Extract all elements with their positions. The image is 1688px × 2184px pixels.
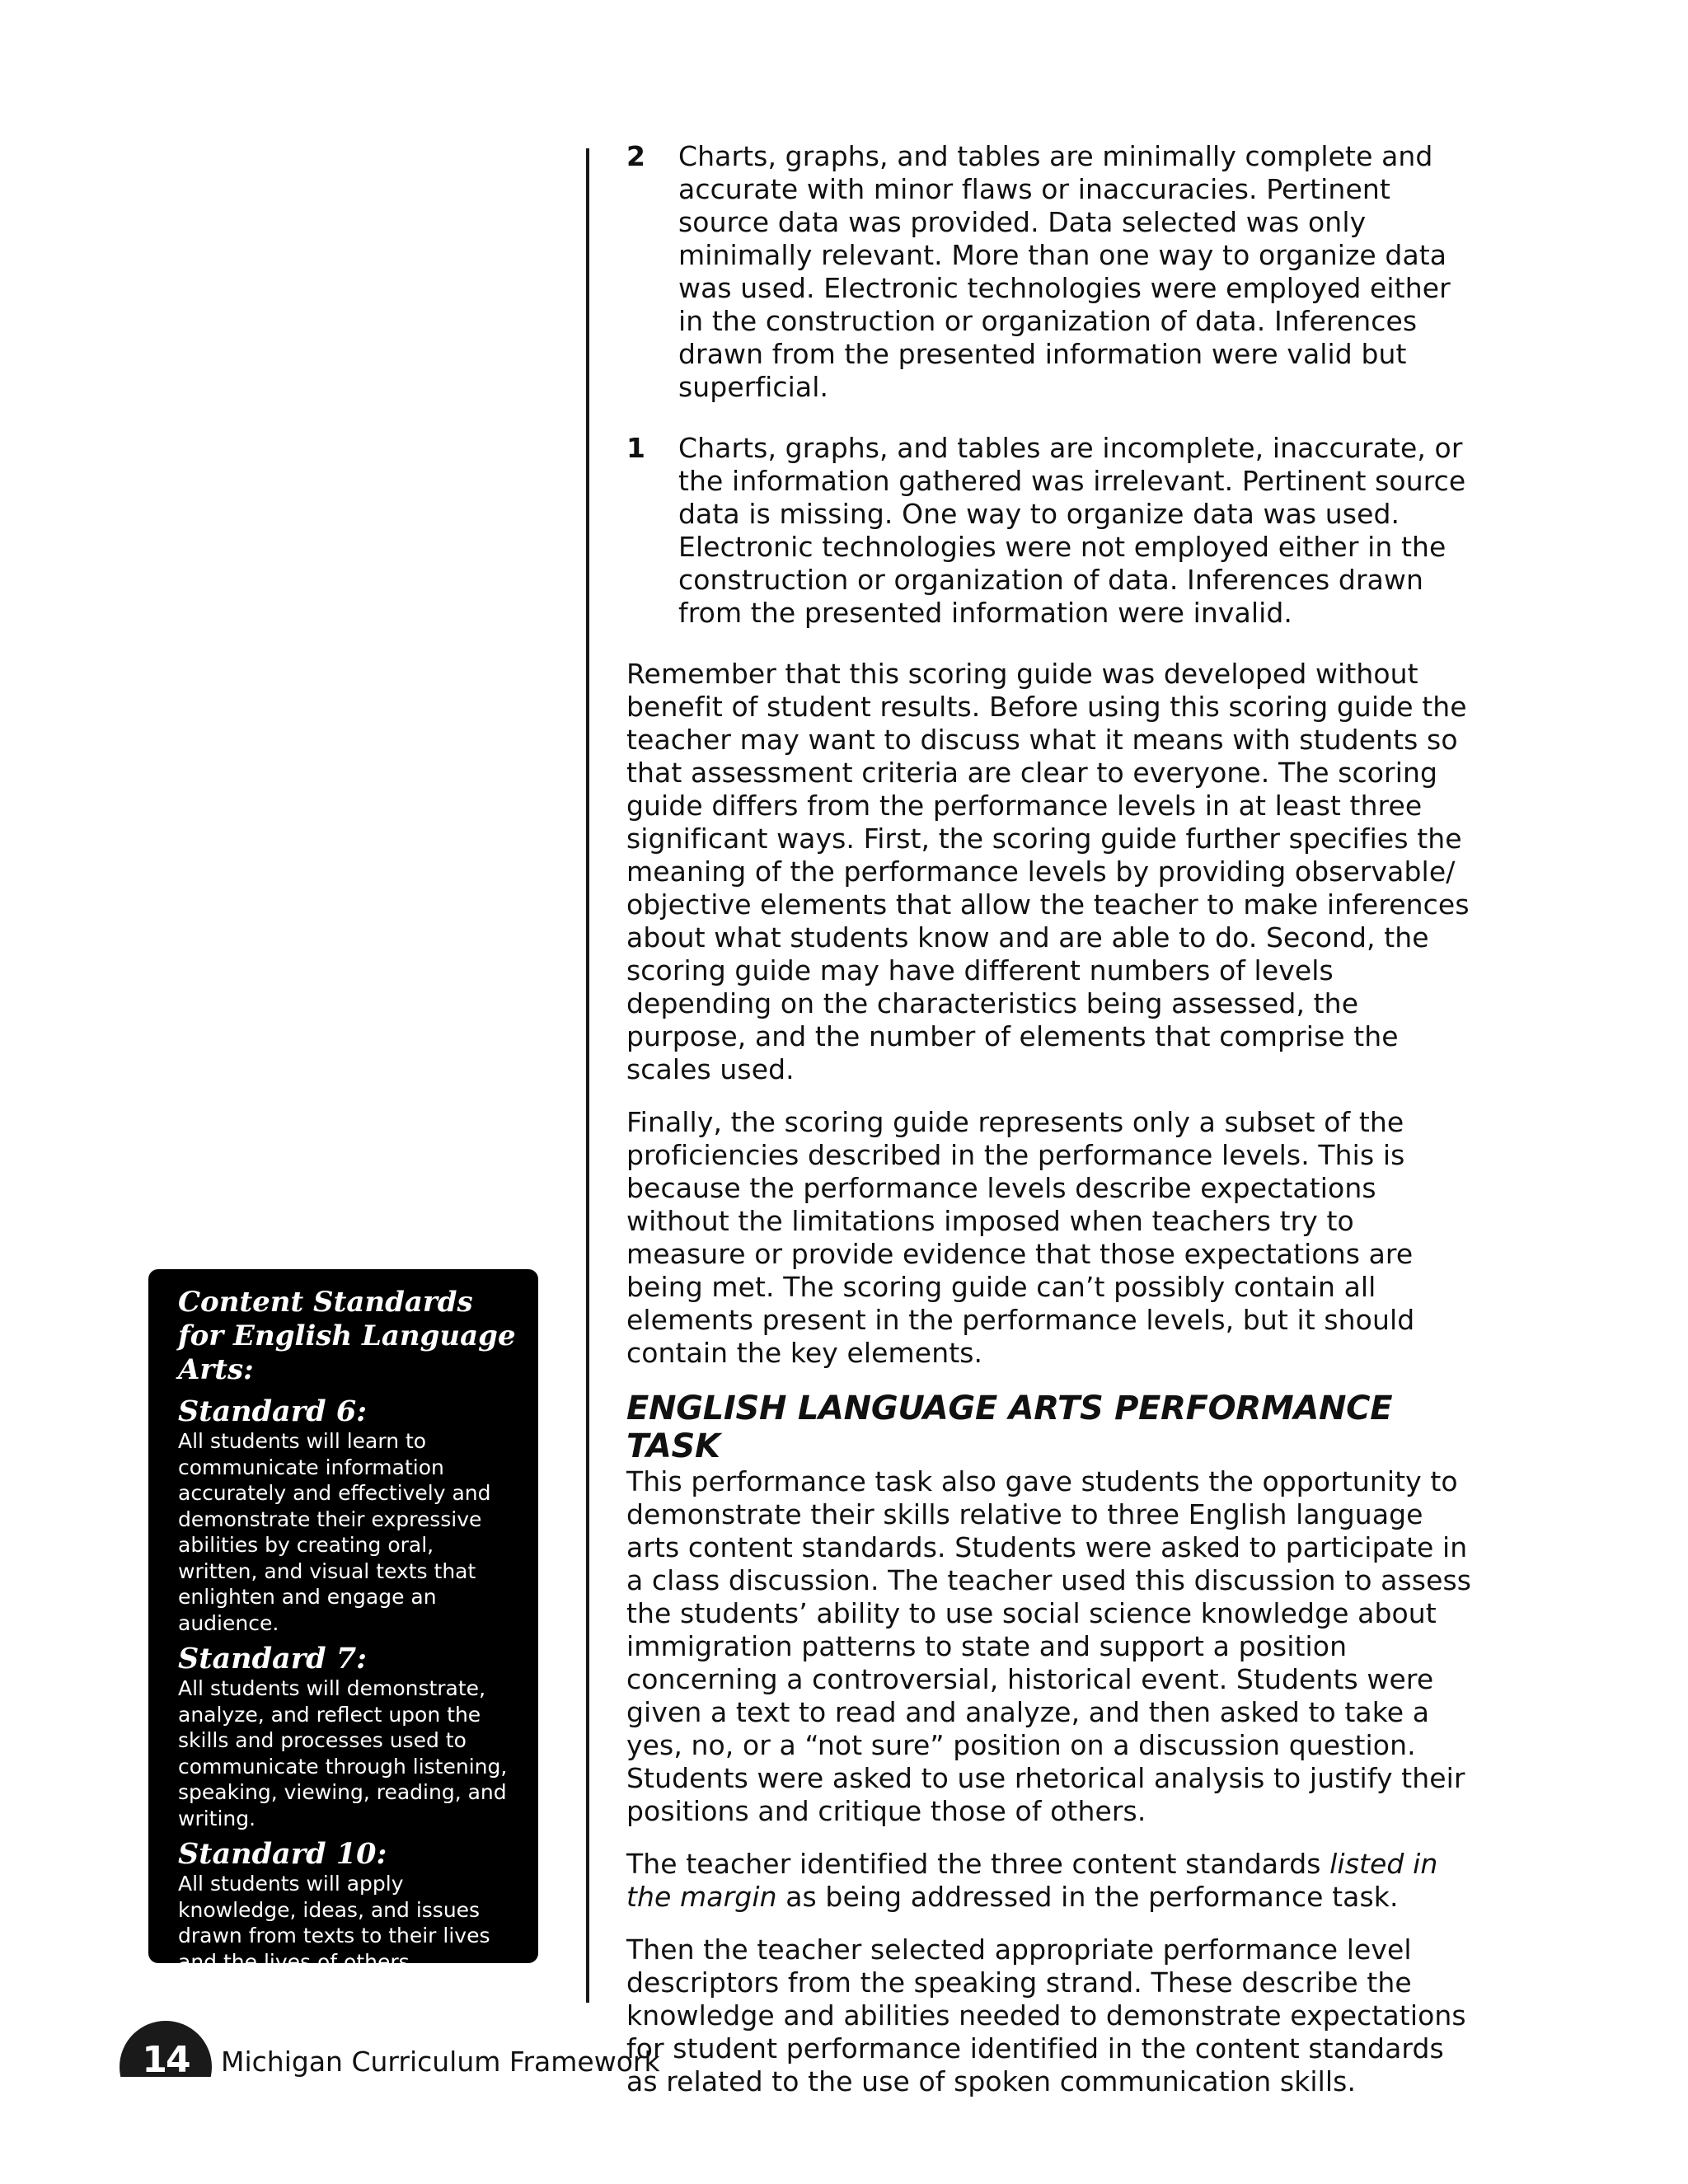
content-standards-sidebar xyxy=(148,1269,538,1974)
scoring-level xyxy=(626,140,1475,404)
level-description: Charts, graphs, and tables are incomplete, inaccurate, or the information gathered was irrelevant. Pertinent source data is missing. One way to organize data was used. Electronic technologies were not employed either in the construction or organization of data. Inferences drawn from the presented information were invalid. xyxy=(678,432,1466,629)
identified-paragraph xyxy=(626,1848,1475,1914)
standard-heading: Standard 6: xyxy=(178,1394,368,1428)
level-number: 1 xyxy=(626,432,646,464)
standard-text: All students will demonstrate, analyze, and reflect upon the skills and processes used to communicate through listening, speaking, viewing, reading, and writing. xyxy=(178,1676,508,1830)
remember-paragraph: Remember that this scoring guide was developed without benefit of student results. Before using this scoring guide the teacher may want to discuss what it means with students so that assessment criteria are clear to everyone. The scoring guide differs from the performance levels in at least three significant ways. First, the scoring guide further specifies the meaning of the performance levels by providing observable/ objective elements that allow the teacher to make inferences about what students know and are able to do. Second, the scoring guide may have different numbers of levels depending on the characteristics being assessed, the purpose, and the number of elements that comprise the scales used. xyxy=(626,658,1470,1085)
level-description: Charts, graphs, and tables are minimally complete and accurate with minor flaws or inaccuracies. Pertinent source data was provided. Data selected was only minimally relevant. More than one way to organize data was used. Electronic technologies were employed either in the construction or organization of data. Inferences drawn from the presented information were valid but superficial. xyxy=(678,140,1451,403)
selected-paragraph: Then the teacher selected appropriate performance level descriptors from the speaking strand. These describe the knowledge and abilities needed to demonstrate expectations for student performance identified in the content standards as related to the use of spoken communication skills. xyxy=(626,1933,1466,2097)
scoring-level xyxy=(626,432,1475,630)
identified-text-end: as being addressed in the performance task. xyxy=(776,1881,1399,1913)
task-intro-paragraph: This performance task also gave students the opportunity to demonstrate their skills relative to three English language arts content standards. Students were asked to participate in a class discussion. The teacher used this discussion to assess the students’ ability to use social science knowledge about immigration patterns to state and support a position concerning a controversial, historical event. Students were given a text to read and analyze, and then asked to take a yes, no, or a “not sure” position on a discussion question. Students were asked to use rhetorical analysis to justify their positions and critique those of others. xyxy=(626,1465,1472,1827)
finally-paragraph: Finally, the scoring guide represents only a subset of the proficiencies described in the performance levels. This is because the performance levels describe expectations without the limitations imposed when teachers try to measure or provide evidence that those expectations are being met. The scoring guide can’t possibly contain all elements present in the performance levels, but it should contain the key elements. xyxy=(626,1106,1415,1369)
identified-text-start: The teacher identified the three content standards xyxy=(626,1848,1330,1880)
section-heading: ENGLISH LANGUAGE ARTS PERFORMANCE TASK xyxy=(626,1390,1393,1465)
main-column xyxy=(626,140,1475,2118)
level-number: 2 xyxy=(626,140,646,172)
standard-text: All students will learn to communicate information accurately and effectively and demonstrate their expressive abilities by creating oral, written, and visual texts that enlighten and engage an audience. xyxy=(178,1429,491,1635)
standard-text: All students will apply knowledge, ideas, and issues drawn from texts to their lives and the lives of others. xyxy=(178,1872,490,1974)
identified-text-emphasis: listed in the margin xyxy=(626,1848,1438,1913)
standard-heading: Standard 10: xyxy=(178,1837,387,1871)
standard-heading: Standard 7: xyxy=(178,1642,368,1675)
page-number-badge xyxy=(120,2021,212,2077)
sidebar-title: Content Standards for English Language Arts: xyxy=(178,1286,516,1386)
column-divider xyxy=(586,148,589,2003)
page-number: 14 xyxy=(142,2039,190,2077)
publication-title: Michigan Curriculum Framework xyxy=(221,2046,660,2077)
